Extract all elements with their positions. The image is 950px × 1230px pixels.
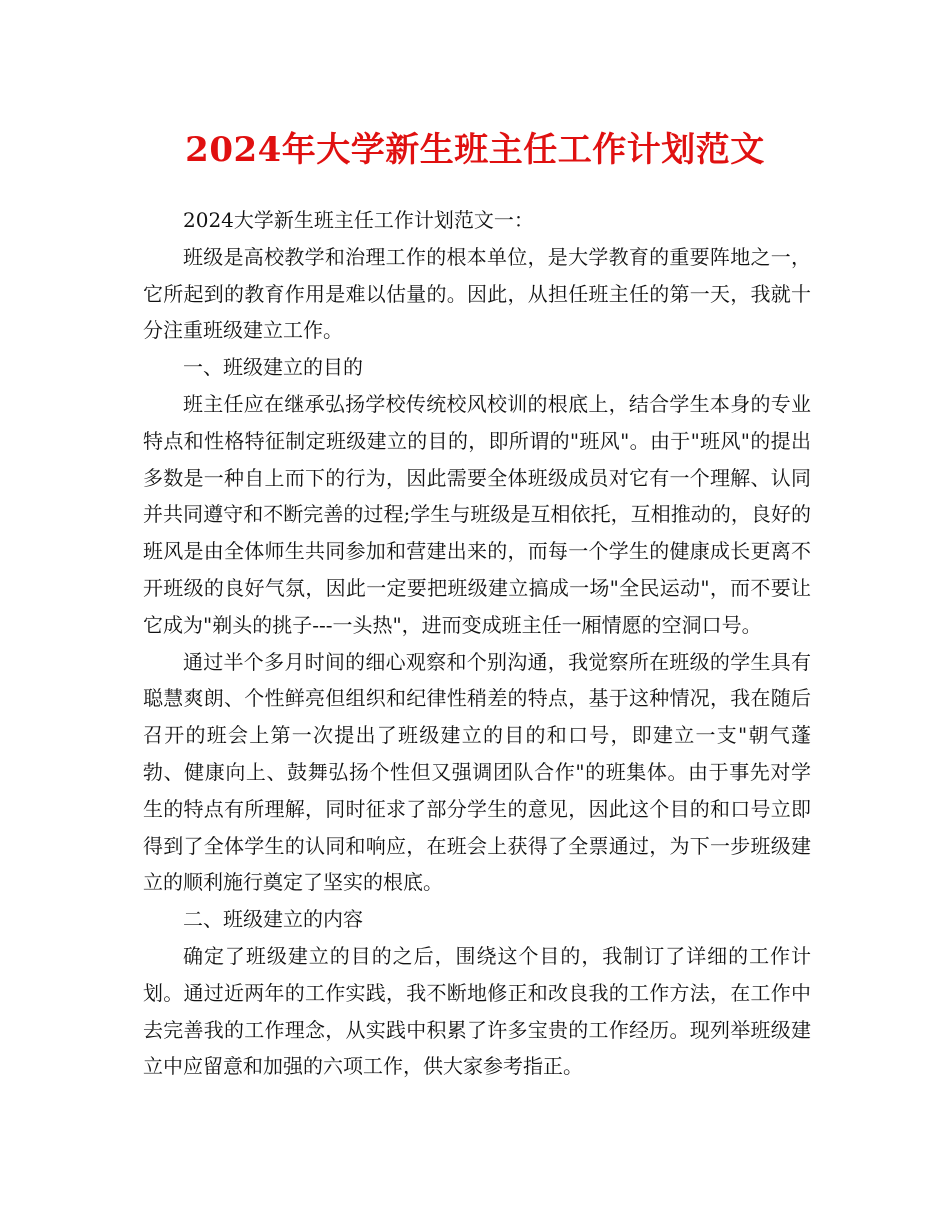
section-heading-goals: 一、班级建立的目的 (183, 355, 363, 380)
document-body (143, 202, 811, 1085)
paragraph-class-importance: 班级是高校教学和治理工作的根本单位，是大学教育的重要阵地之一，它所起到的教育作用是难以估量的。因此，从担任班主任的第一天，我就十分注重班级建立工作。 (143, 244, 811, 343)
section-heading-content: 二、班级建立的内容 (183, 907, 363, 932)
paragraph-intro-heading: 2024大学新生班主任工作计划范文一： (183, 208, 534, 232)
paragraph-work-plan: 确定了班级建立的目的之后，围绕这个目的，我制订了详细的工作计划。通过近两年的工作实践，我不断地修正和改良我的工作方法，在工作中去完善我的工作理念，从实践中积累了许多宝贵的工作经历。现列举班级建立中应留意和加强的六项工作，供大家参考指正。 (143, 943, 811, 1079)
document-title: 2024年大学新生班主任工作计划范文 (185, 130, 765, 170)
paragraph-observation: 通过半个多月时间的细心观察和个别沟通，我觉察所在班级的学生具有聪慧爽朗、个性鲜亮但组织和纪律性稍差的特点，基于这种情况，我在随后召开的班会上第一次提出了班级建立的目的和口号，即建立一支"朝气蓬勃、健康向上、鼓舞弘扬个性但又强调团队合作"的班集体。由于事先对学生的特点有所理解，同时征求了部分学生的意见，因此这个目的和口号立即得到了全体学生的认同和响应，在班会上获得了全票通过，为下一步班级建立的顺利施行奠定了坚实的根底。 (143, 649, 811, 895)
paragraph-class-style: 班主任应在继承弘扬学校传统校风校训的根底上，结合学生本身的专业特点和性格特征制定班级建立的目的，即所谓的"班风"。由于"班风"的提出多数是一种自上而下的行为，因此需要全体班级成员对它有一个理解、认同并共同遵守和不断完善的过程;学生与班级是互相依托，互相推动的，良好的班风是由全体师生共同参加和营建出来的，而每一个学生的健康成长更离不开班级的良好气氛，因此一定要把班级建立搞成一场"全民运动"，而不要让它成为"剃头的挑子---一头热"，进而变成班主任一厢情愿的空洞口号。 (143, 391, 811, 637)
